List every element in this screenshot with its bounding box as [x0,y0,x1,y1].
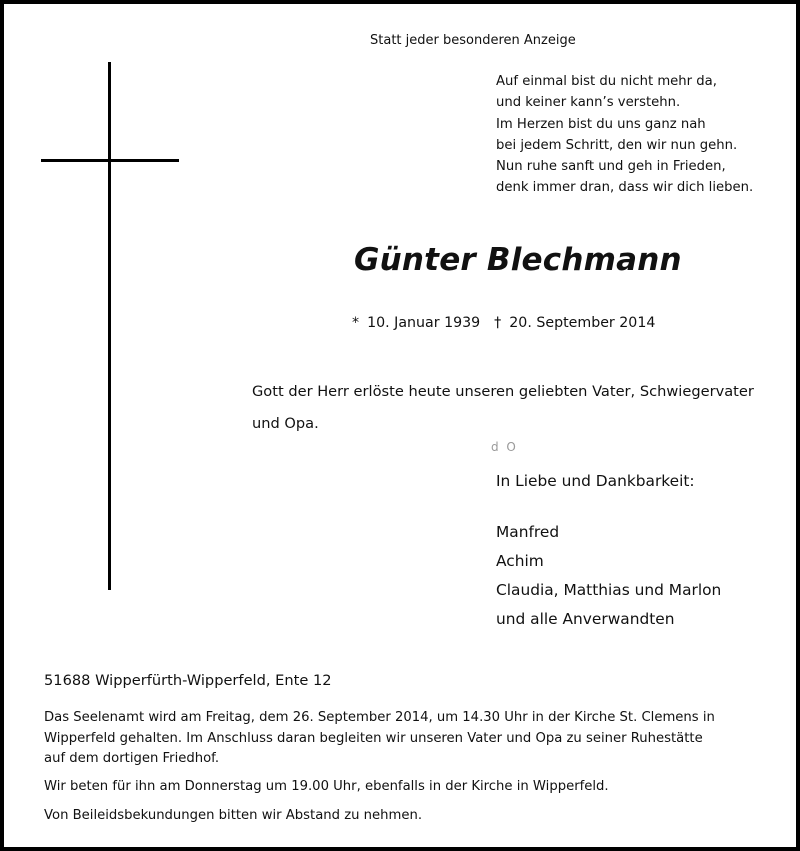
poem-line: und keiner kann’s verstehn. [496,95,681,111]
poem-line: Nun ruhe sanft und geh in Frieden, [496,159,726,175]
service-info [44,708,754,770]
service-line: Wipperfeld gehalten. Im Anschluss daran begleiten wir unseren Vater und Opa zu seiner Ruhestätte [44,730,703,746]
intro-line: und Opa. [252,415,319,432]
condolence-note: Von Beileidsbekundungen bitten wir Abstand zu nehmen. [44,808,423,823]
life-dates [352,315,655,331]
prayer-info: Wir beten für ihn am Donnerstag um 19.00 Uhr, ebenfalls in der Kirche in Wipperfeld. [44,779,609,794]
intro-text [252,376,754,440]
service-line: Das Seelenamt wird am Freitag, dem 26. September 2014, um 14.30 Uhr in der Kirche St. Clemens in [44,710,715,725]
poem-line: bei jedem Schritt, den wir nun gehn. [496,137,738,153]
thanks-heading: In Liebe und Dankbarkeit: [496,472,695,490]
deceased-name: Günter Blechmann [354,242,682,278]
family-member: und alle Anverwandten [496,610,675,628]
poem-line: Im Herzen bist du uns ganz nah [496,116,706,132]
birth-date: 10. Januar 1939 [367,315,481,331]
family-member: Manfred [496,523,560,541]
poem-line: denk immer dran, dass wir dich lieben. [496,180,754,196]
cross-icon-vertical-bar [108,62,111,590]
cross-icon-horizontal-bar [41,159,179,162]
poem [496,71,753,199]
poem-line: Auf einmal bist du nicht mehr da, [496,74,717,89]
intro-line: Gott der Herr erlöste heute unseren geliebten Vater, Schwiegervater [252,383,754,400]
address: 51688 Wipperfürth-Wipperfeld, Ente 12 [44,672,332,689]
death-date: 20. September 2014 [509,315,656,331]
small-mark: d O [491,440,518,454]
service-line: auf dem dortigen Friedhof. [44,751,220,766]
birth-symbol: * [352,315,360,331]
family-member: Achim [496,552,544,570]
family-member: Claudia, Matthias und Marlon [496,581,722,599]
death-symbol: † [494,315,502,331]
top-note: Statt jeder besonderen Anzeige [370,33,576,48]
family-list [496,518,721,634]
